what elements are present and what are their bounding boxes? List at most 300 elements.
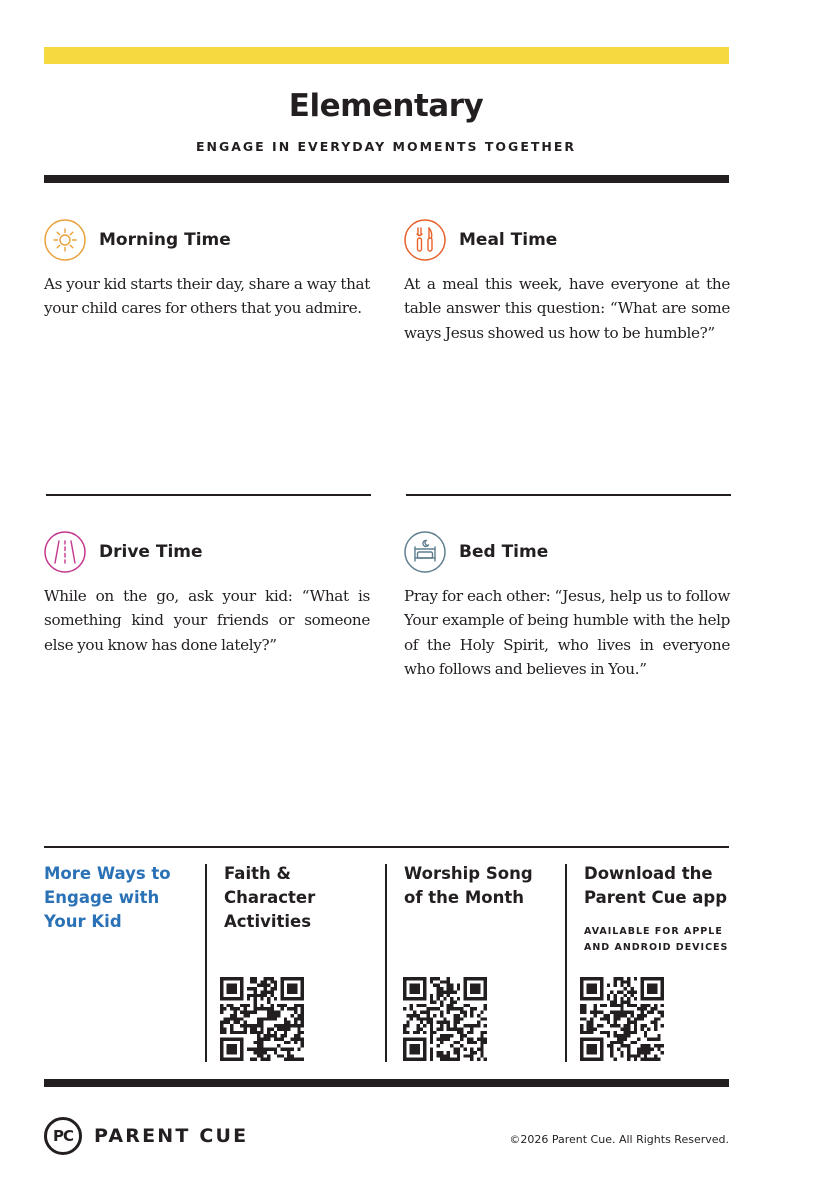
qr-module	[627, 1058, 630, 1061]
qr-module	[227, 984, 230, 987]
qr-module	[627, 1011, 630, 1014]
qr-module	[614, 1041, 617, 1044]
qr-module	[227, 1058, 230, 1061]
header-divider	[44, 175, 729, 183]
qr-module	[590, 1044, 593, 1047]
qr-module	[624, 994, 627, 997]
qr-module	[250, 987, 253, 990]
qr-module	[430, 1024, 433, 1027]
qr-module	[661, 990, 664, 993]
qr-module	[463, 1048, 466, 1051]
qr-module	[640, 1058, 643, 1061]
qr-module	[460, 1031, 463, 1034]
qr-module	[301, 977, 304, 980]
qr-module	[403, 1048, 406, 1051]
qr-module	[450, 1007, 453, 1010]
qr-module	[294, 990, 297, 993]
qr-module	[651, 984, 654, 987]
qr-module	[287, 1007, 290, 1010]
qr-module	[640, 990, 643, 993]
qr-module	[457, 1021, 460, 1024]
qr-module	[627, 1054, 630, 1057]
qr-module	[447, 980, 450, 983]
qr-module	[240, 997, 243, 1000]
qr-module	[450, 1001, 453, 1004]
qr-module	[644, 1034, 647, 1037]
qr-module	[240, 984, 243, 987]
qr-module	[294, 1007, 297, 1010]
qr-module	[274, 1034, 277, 1037]
qr-module	[254, 1048, 257, 1051]
qr-module	[590, 1021, 593, 1024]
qr-module	[484, 1004, 487, 1007]
qr-module	[657, 1034, 660, 1037]
qr-module	[447, 984, 450, 987]
qr-module	[593, 987, 596, 990]
qr-module	[477, 1024, 480, 1027]
qr-module	[437, 1051, 440, 1054]
qr-module	[477, 997, 480, 1000]
qr-module	[230, 1024, 233, 1027]
qr-module	[423, 1031, 426, 1034]
qr-module	[297, 1048, 300, 1051]
qr-module	[416, 1014, 419, 1017]
qr-module	[607, 1034, 610, 1037]
qr-module	[600, 1031, 603, 1034]
qr-module	[627, 997, 630, 1000]
qr-module	[620, 1001, 623, 1004]
qr-module	[587, 1051, 590, 1054]
qr-module	[301, 1017, 304, 1020]
qr-module	[657, 1048, 660, 1051]
qr-module	[467, 997, 470, 1000]
qr-module	[410, 1037, 413, 1040]
qr-module	[640, 1044, 643, 1047]
qr-module	[440, 994, 443, 997]
qr-module	[651, 1048, 654, 1051]
qr-module	[270, 1011, 273, 1014]
qr-module	[583, 977, 586, 980]
qr-module	[467, 1054, 470, 1057]
qr-module	[270, 1048, 273, 1051]
qr-module	[244, 1024, 247, 1027]
qr-module	[260, 1007, 263, 1010]
qr-module	[447, 987, 450, 990]
qr-module	[587, 1031, 590, 1034]
qr-module	[453, 1007, 456, 1010]
qr-module	[651, 1011, 654, 1014]
qr-module	[610, 1054, 613, 1057]
qr-module	[220, 997, 223, 1000]
qr-module	[634, 1021, 637, 1024]
qr-module	[260, 1041, 263, 1044]
qr-module	[416, 977, 419, 980]
qr-module	[580, 994, 583, 997]
qr-module	[657, 1011, 660, 1014]
qr-module	[453, 1041, 456, 1044]
qr-module	[427, 1014, 430, 1017]
qr-module	[274, 1051, 277, 1054]
qr-module	[257, 994, 260, 997]
qr-module	[480, 1034, 483, 1037]
qr-module	[640, 1014, 643, 1017]
qr-module	[610, 990, 613, 993]
qr-module	[291, 990, 294, 993]
qr-module	[301, 1058, 304, 1061]
qr-module	[457, 1054, 460, 1057]
qr-module	[280, 984, 283, 987]
qr-module	[280, 980, 283, 983]
qr-module	[301, 1011, 304, 1014]
qr-module	[297, 1027, 300, 1030]
qr-module	[416, 990, 419, 993]
qr-module	[280, 1037, 283, 1040]
qr-module	[433, 1001, 436, 1004]
qr-module	[620, 1007, 623, 1010]
qr-module	[440, 1024, 443, 1027]
qr-module	[600, 1004, 603, 1007]
qr-module	[450, 1004, 453, 1007]
utensils-icon	[404, 219, 446, 261]
qr-module	[614, 997, 617, 1000]
qr-module	[610, 1004, 613, 1007]
qr-module	[284, 1048, 287, 1051]
qr-module	[447, 1051, 450, 1054]
qr-module	[244, 1004, 247, 1007]
qr-module	[470, 1007, 473, 1010]
qr-module	[607, 1044, 610, 1047]
qr-module	[600, 1041, 603, 1044]
qr-module	[590, 977, 593, 980]
qr-module	[453, 1048, 456, 1051]
qr-module	[480, 977, 483, 980]
qr-module	[433, 1007, 436, 1010]
qr-module	[457, 1007, 460, 1010]
qr-module	[647, 997, 650, 1000]
qr-module	[420, 1011, 423, 1014]
qr-module	[410, 977, 413, 980]
qr-module	[580, 1048, 583, 1051]
qr-module	[597, 1011, 600, 1014]
qr-module	[423, 1004, 426, 1007]
qr-module	[610, 1048, 613, 1051]
qr-module	[647, 1004, 650, 1007]
qr-module	[416, 1051, 419, 1054]
qr-module	[267, 1017, 270, 1020]
worship-song-qr-code[interactable]	[403, 977, 487, 1061]
qr-module	[240, 1031, 243, 1034]
qr-module	[233, 977, 236, 980]
qr-module	[264, 1007, 267, 1010]
qr-module	[600, 1048, 603, 1051]
qr-module	[230, 977, 233, 980]
qr-module	[634, 990, 637, 993]
qr-module	[587, 987, 590, 990]
qr-module	[403, 1054, 406, 1057]
qr-module	[260, 1051, 263, 1054]
qr-module	[301, 980, 304, 983]
qr-module	[423, 977, 426, 980]
qr-module	[624, 1031, 627, 1034]
qr-module	[257, 1017, 260, 1020]
qr-module	[600, 994, 603, 997]
qr-module	[287, 1054, 290, 1057]
qr-module	[230, 1051, 233, 1054]
qr-module	[250, 1048, 253, 1051]
qr-module	[593, 1048, 596, 1051]
qr-module	[600, 1011, 603, 1014]
qr-module	[406, 977, 409, 980]
qr-module	[240, 994, 243, 997]
qr-module	[457, 1058, 460, 1061]
qr-module	[403, 1027, 406, 1030]
qr-module	[440, 1004, 443, 1007]
meal-time-text: At a meal this week, have everyone at the table answer this question: “What are some ways Jesus showed us how to be humble?”	[404, 275, 730, 342]
qr-module	[600, 1017, 603, 1020]
qr-module	[410, 1007, 413, 1010]
qr-module	[406, 1037, 409, 1040]
qr-module	[297, 1024, 300, 1027]
qr-module	[457, 1031, 460, 1034]
qr-module	[634, 1054, 637, 1057]
qr-module	[443, 990, 446, 993]
qr-module	[620, 977, 623, 980]
qr-module	[587, 984, 590, 987]
qr-module	[627, 984, 630, 987]
qr-module	[600, 990, 603, 993]
qr-module	[654, 1027, 657, 1030]
qr-module	[463, 980, 466, 983]
qr-module	[437, 987, 440, 990]
qr-module	[257, 1037, 260, 1040]
qr-module	[447, 1007, 450, 1010]
qr-module	[403, 1031, 406, 1034]
qr-module	[250, 1011, 253, 1014]
qr-module	[661, 1024, 664, 1027]
qr-module	[274, 980, 277, 983]
qr-module	[647, 990, 650, 993]
qr-module	[657, 1058, 660, 1061]
qr-module	[644, 1054, 647, 1057]
qr-module	[597, 1058, 600, 1061]
qr-module	[600, 1024, 603, 1027]
qr-module	[467, 1037, 470, 1040]
qr-module	[227, 997, 230, 1000]
qr-module	[430, 1034, 433, 1037]
qr-module	[651, 987, 654, 990]
qr-module	[470, 1037, 473, 1040]
qr-module	[580, 1024, 583, 1027]
qr-module	[634, 1017, 637, 1020]
qr-module	[220, 990, 223, 993]
qr-module	[470, 1014, 473, 1017]
qr-module	[416, 1004, 419, 1007]
qr-module	[247, 987, 250, 990]
qr-module	[433, 1014, 436, 1017]
qr-module	[477, 977, 480, 980]
qr-module	[627, 1004, 630, 1007]
qr-module	[403, 1044, 406, 1047]
qr-module	[651, 1037, 654, 1040]
qr-module	[291, 1048, 294, 1051]
qr-module	[270, 1004, 273, 1007]
qr-module	[287, 1041, 290, 1044]
qr-module	[267, 1058, 270, 1061]
qr-module	[420, 1058, 423, 1061]
qr-module	[301, 997, 304, 1000]
qr-module	[277, 1027, 280, 1030]
qr-module	[661, 1044, 664, 1047]
qr-module	[230, 1027, 233, 1030]
qr-module	[474, 984, 477, 987]
qr-module	[280, 1054, 283, 1057]
parent-cue-app-qr-code[interactable]	[580, 977, 664, 1061]
qr-module	[277, 1011, 280, 1014]
qr-module	[644, 1048, 647, 1051]
qr-module	[403, 1037, 406, 1040]
qr-module	[420, 1004, 423, 1007]
qr-module	[460, 1034, 463, 1037]
qr-module	[600, 1058, 603, 1061]
column-divider	[565, 864, 567, 1062]
qr-module	[267, 1048, 270, 1051]
qr-module	[624, 1027, 627, 1030]
qr-module	[617, 1017, 620, 1020]
qr-module	[647, 1048, 650, 1051]
qr-module	[637, 1054, 640, 1057]
qr-module	[430, 1017, 433, 1020]
qr-module	[267, 1037, 270, 1040]
qr-module	[467, 977, 470, 980]
faith-activities-qr-code[interactable]	[220, 977, 304, 1061]
qr-module	[250, 977, 253, 980]
qr-module	[220, 980, 223, 983]
qr-module	[427, 1007, 430, 1010]
qr-module	[437, 1007, 440, 1010]
qr-module	[294, 1041, 297, 1044]
morning-time-section	[44, 218, 370, 321]
qr-module	[661, 987, 664, 990]
qr-module	[233, 1007, 236, 1010]
qr-module	[416, 1048, 419, 1051]
qr-module	[260, 1031, 263, 1034]
qr-module	[260, 1044, 263, 1047]
qr-module	[587, 1021, 590, 1024]
qr-module	[627, 1027, 630, 1030]
qr-module	[450, 1044, 453, 1047]
qr-module	[450, 984, 453, 987]
qr-module	[647, 1051, 650, 1054]
qr-module	[230, 997, 233, 1000]
qr-module	[260, 997, 263, 1000]
qr-module	[593, 1058, 596, 1061]
qr-module	[270, 994, 273, 997]
qr-module	[294, 1034, 297, 1037]
qr-module	[614, 977, 617, 980]
qr-module	[644, 997, 647, 1000]
qr-module	[587, 1044, 590, 1047]
qr-module	[627, 1024, 630, 1027]
qr-module	[280, 1024, 283, 1027]
qr-module	[287, 1024, 290, 1027]
qr-module	[301, 1014, 304, 1017]
qr-module	[230, 1058, 233, 1061]
qr-module	[240, 1041, 243, 1044]
qr-module	[580, 1004, 583, 1007]
qr-module	[447, 1011, 450, 1014]
qr-module	[593, 1011, 596, 1014]
qr-module	[644, 1004, 647, 1007]
qr-module	[467, 1041, 470, 1044]
qr-module	[267, 1054, 270, 1057]
qr-module	[457, 1027, 460, 1030]
qr-module	[410, 984, 413, 987]
qr-module	[593, 1007, 596, 1010]
qr-module	[583, 997, 586, 1000]
qr-module	[274, 1014, 277, 1017]
qr-module	[284, 1034, 287, 1037]
qr-module	[260, 1027, 263, 1030]
qr-module	[450, 1034, 453, 1037]
qr-module	[247, 1014, 250, 1017]
qr-module	[254, 990, 257, 993]
qr-module	[463, 990, 466, 993]
qr-module	[654, 1021, 657, 1024]
qr-module	[220, 1031, 223, 1034]
qr-module	[270, 1034, 273, 1037]
qr-module	[480, 1031, 483, 1034]
qr-module	[480, 1051, 483, 1054]
qr-module	[463, 977, 466, 980]
qr-module	[593, 1044, 596, 1047]
qr-module	[620, 1044, 623, 1047]
qr-module	[614, 1017, 617, 1020]
qr-module	[277, 1014, 280, 1017]
qr-module	[661, 1051, 664, 1054]
qr-module	[280, 990, 283, 993]
qr-module	[654, 1058, 657, 1061]
qr-module	[634, 1031, 637, 1034]
qr-module	[301, 984, 304, 987]
qr-module	[470, 1024, 473, 1027]
qr-module	[423, 984, 426, 987]
qr-module	[257, 1048, 260, 1051]
qr-module	[223, 997, 226, 1000]
qr-module	[627, 1051, 630, 1054]
qr-module	[406, 1031, 409, 1034]
qr-module	[294, 977, 297, 980]
road-icon	[44, 531, 86, 573]
qr-module	[604, 1014, 607, 1017]
qr-module	[423, 1017, 426, 1020]
qr-module	[250, 1031, 253, 1034]
qr-module	[237, 1058, 240, 1061]
qr-module	[230, 1048, 233, 1051]
qr-module	[587, 1058, 590, 1061]
qr-module	[580, 1031, 583, 1034]
qr-module	[294, 1011, 297, 1014]
qr-module	[457, 1017, 460, 1020]
qr-module	[583, 1017, 586, 1020]
qr-module	[590, 997, 593, 1000]
qr-module	[440, 1027, 443, 1030]
qr-module	[410, 1058, 413, 1061]
qr-module	[257, 1034, 260, 1037]
qr-module	[233, 984, 236, 987]
qr-module	[301, 1037, 304, 1040]
qr-module	[614, 980, 617, 983]
qr-module	[587, 1048, 590, 1051]
